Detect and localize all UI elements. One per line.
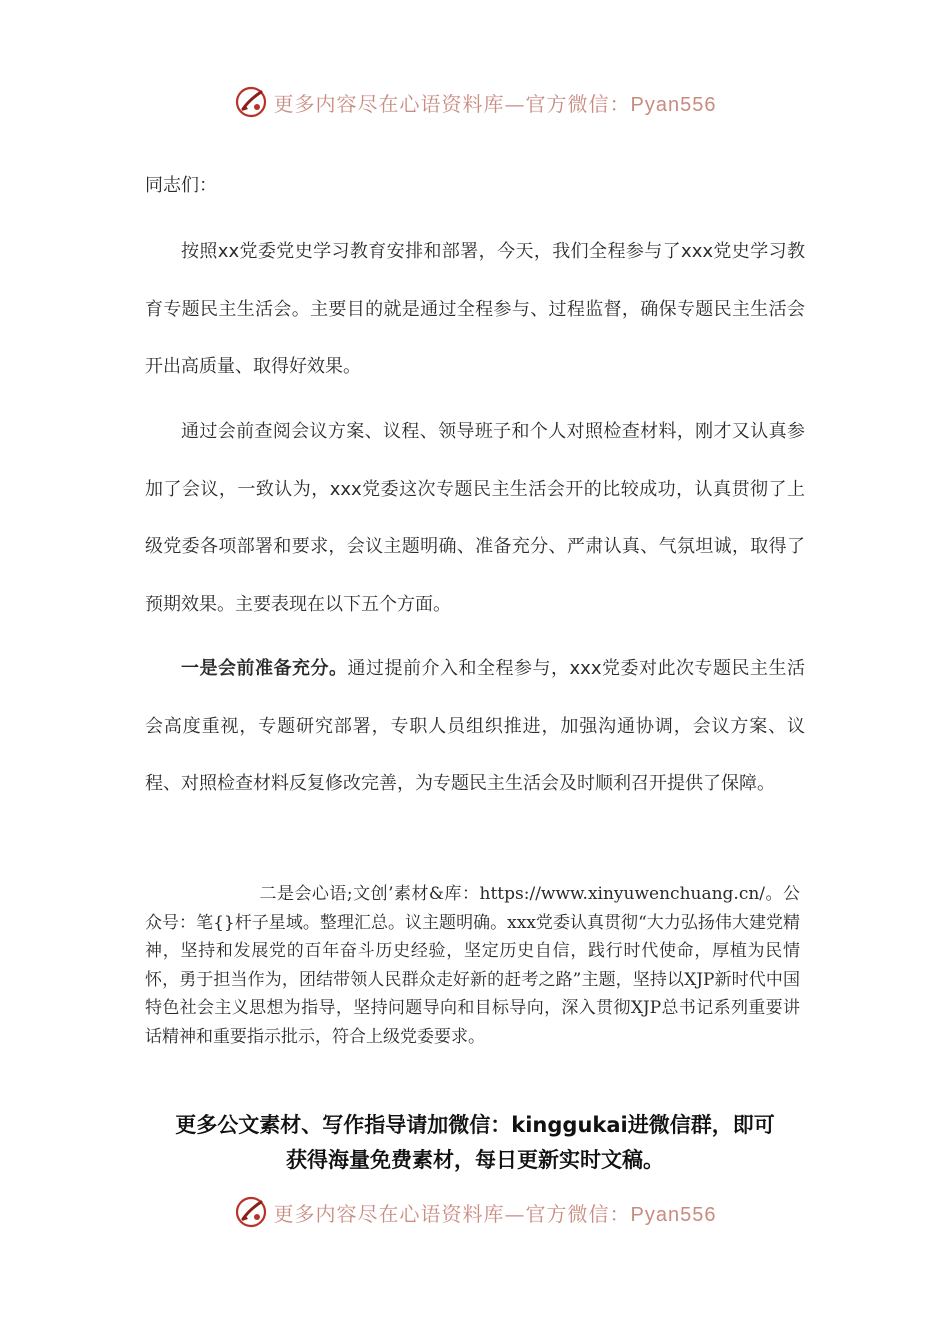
banner-text: 更多内容尽在心语资料库—官方微信：Pyan556 — [273, 1201, 717, 1226]
pen-logo-icon — [234, 85, 268, 119]
header-banner — [0, 80, 950, 124]
promo-line-1: 更多公文素材、写作指导请加微信：kinggukai进微信群，即可 — [175, 1113, 775, 1137]
banner-text: 更多内容尽在心语资料库—官方微信：Pyan556 — [273, 91, 717, 116]
banner-wechat-id: Pyan556 — [630, 93, 717, 116]
promo-line-2: 获得海量免费素材，每日更新实时文稿。 — [286, 1148, 664, 1172]
paragraph-2: 通过会前查阅会议方案、议程、领导班子和个人对照检查材料，刚才又认真参加了会议，一致认为，xxx党委这次专题民主生活会开的比较成功，认真贯彻了上级党委各项部署和要求，会议主题明确、准备充分、严肃认真、气氛坦诚，取得了预期效果。主要表现在以下五个方面。 — [145, 421, 805, 615]
pen-logo-icon — [234, 1195, 268, 1229]
paragraph-1: 按照xx党委党史学习教育安排和部署，今天，我们全程参与了xxx党史学习教育专题民主生活会。主要目的就是通过全程参与、过程监督，确保专题民主生活会开出高质量、取得好效果。 — [145, 241, 805, 377]
paragraph-4-text: 二是会心语;文创’素材&库：https://www.xinyuwenchuang.cn/。公众号：笔{}杆子星域。整理汇总。议主题明确。xxx党委认真贯彻“大力弘扬伟大建党精神，坚持和发展党的百年奋斗历史经验，坚定历史自信，践行时代使命，厚植为民情怀，勇于担当作为，团结带领人民群众走好新的赶考之路”主题，坚持以XJP新时代中国特色社会主义思想为指导，坚持问题导向和目标导向，深入贯彻XJP总书记系列重要讲话精神和重要指示批示，符合上级党委要求。 — [145, 884, 800, 1047]
promo-text — [120, 1108, 830, 1178]
paragraph-4 — [145, 880, 800, 1051]
banner-wechat-id: Pyan556 — [630, 1203, 717, 1226]
paragraph-3-body: 通过提前介入和全程参与，xxx党委对此次专题民主生活会高度重视，专题研究部署，专职人员组织推进，加强沟通协调，会议方案、议程、对照检查材料反复修改完善，为专题民主生活会及时顺利召开提供了保障。 — [145, 658, 805, 794]
greeting: 同志们： — [145, 175, 217, 196]
footer-banner — [0, 1190, 950, 1234]
paragraph-3-lead: 一是会前准备充分。 — [181, 658, 348, 679]
paragraph-3 — [145, 640, 805, 813]
